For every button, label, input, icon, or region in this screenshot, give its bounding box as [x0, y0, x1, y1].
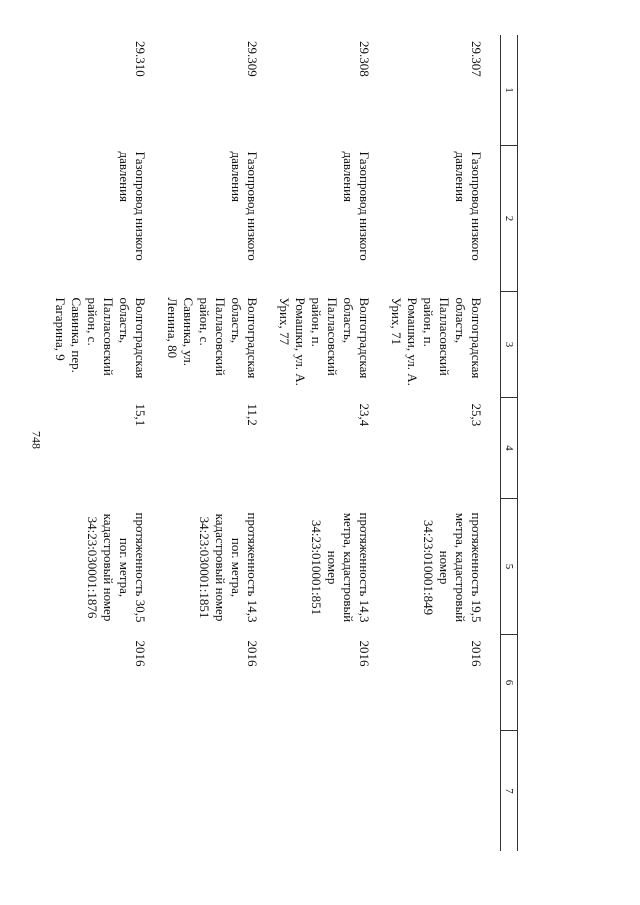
cell-address: Волгоградская область, Палласовский район, с. Савинка, ул. Ленина, 80	[165, 297, 260, 379]
cell-name: Газопровод низкого давления	[229, 151, 260, 261]
cell-year: 2016	[133, 640, 148, 667]
table-row	[52, 35, 164, 851]
cell-description: протяженность 19,5 метра, кадастровый номер 34:23:010001:849	[421, 512, 484, 623]
cell-address: Волгоградская область, Палласовский район, п. Ромашки, ул. А. Урих, 71	[389, 297, 484, 386]
cell-description: протяженность 14,3 пог. метра, кадастровый номер 34:23:030001:1851	[197, 512, 260, 623]
cell-col7	[164, 731, 276, 852]
registry-table-container	[53, 35, 518, 845]
cell-number: 29.308	[357, 41, 372, 77]
table-row	[164, 35, 276, 851]
cell-address: Волгоградская область, Палласовский район, п. Ромашки, ул. А. Урих, 77	[277, 297, 372, 386]
cell-number: 29.309	[245, 41, 260, 77]
registry-table	[52, 35, 518, 851]
cell-number: 29.310	[133, 41, 148, 77]
cell-description: протяженность 30,5 пог. метра, кадастровый номер 34:23:030001:1876	[85, 512, 148, 623]
col-header-2: 2	[501, 146, 518, 292]
cell-year: 2016	[357, 640, 372, 667]
header-row	[501, 35, 518, 851]
cell-value: 11,2	[245, 403, 260, 426]
cell-col7	[388, 731, 501, 852]
cell-name: Газопровод низкого давления	[341, 151, 372, 261]
col-header-7: 7	[501, 731, 518, 852]
cell-col7	[52, 731, 164, 852]
col-header-4: 4	[501, 398, 518, 499]
cell-address: Волгоградская область, Палласовский район, с. Савинка, пер. Гагарина, 9	[53, 297, 148, 379]
col-header-1: 1	[501, 35, 518, 146]
cell-description: протяженность 14,3 метра, кадастровый номер 34:23:010001:851	[309, 512, 372, 623]
cell-value: 25,3	[469, 403, 484, 427]
col-header-3: 3	[501, 292, 518, 398]
table-row	[388, 35, 501, 851]
cell-name: Газопровод низкого давления	[117, 151, 148, 261]
cell-number: 29.307	[469, 41, 484, 77]
col-header-6: 6	[501, 635, 518, 731]
page-number: 748	[29, 431, 44, 449]
cell-value: 23,4	[357, 403, 372, 427]
cell-year: 2016	[469, 640, 484, 667]
cell-col7	[276, 731, 388, 852]
cell-name: Газопровод низкого давления	[453, 151, 484, 261]
col-header-5: 5	[501, 499, 518, 635]
cell-value: 15,1	[133, 403, 148, 427]
cell-year: 2016	[245, 640, 260, 667]
table-row	[276, 35, 388, 851]
